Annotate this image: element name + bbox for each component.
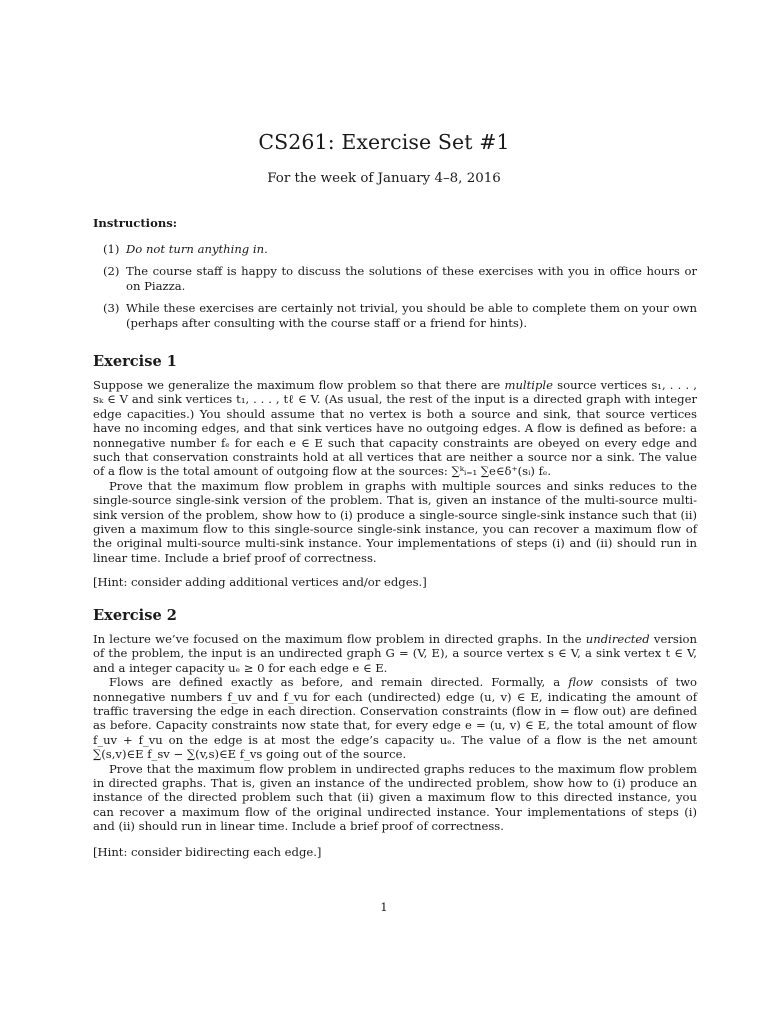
instruction-item	[93, 264, 697, 293]
exercise-1-paragraph-1	[93, 378, 697, 479]
instruction-item	[93, 242, 697, 256]
exercise-1-body	[93, 378, 697, 565]
exercise-1-title: Exercise 1	[93, 353, 177, 370]
instruction-item	[93, 301, 697, 330]
document-title: CS261: Exercise Set #1	[258, 130, 510, 154]
exercise-1-paragraph-2: Prove that the maximum flow problem in graphs with multiple sources and sinks reduces to the single-source single-sink version of the problem. That is, given an instance of the multi-source multi-sink version of the problem, show how to (i) produce a single-source single-sink instance such that (ii) given a maximum flow to this single-source single-sink instance, you can recover a maximum flow of the original multi-source multi-sink instance. Your implementations of steps (i) and (ii) should run in linear time. Include a brief proof of correctness.	[93, 478, 697, 565]
emphasis-text: multiple	[504, 378, 553, 392]
exercise-2-paragraph-3: Prove that the maximum flow problem in undirected graphs reduces to the maximum flow problem in directed graphs. That is, given an instance of the undirected problem, show how to (i) produce an instance of the directed problem such that (ii) given a maximum flow to this directed instance, you can recover a maximum flow of the original undirected instance. Your implementations of steps (i) and (ii) should run in linear time. Include a brief proof of correctness.	[93, 761, 697, 834]
exercise-2-title: Exercise 2	[93, 607, 177, 624]
emphasis-text: undirected	[585, 632, 650, 646]
page-number: 1	[380, 900, 388, 914]
document-subtitle: For the week of January 4–8, 2016	[267, 171, 501, 186]
instructions-heading: Instructions:	[93, 216, 178, 230]
instructions-list	[93, 242, 697, 338]
text-run: In lecture we’ve focused on the maximum flow problem in directed graphs. In the	[93, 632, 586, 646]
instruction-number: (1)	[103, 242, 120, 256]
text-run: Suppose we generalize the maximum flow problem so that there are	[93, 378, 505, 392]
exercise-2-paragraph-1	[93, 632, 697, 675]
text-run: version of the problem, the input is an undirected graph G = (V, E), a source vertex s ∈ V, a sink vertex t ∈ V, and a integer capacity uₑ ≥ 0 for each edge e ∈ E.	[93, 632, 697, 675]
text-run: source vertices s₁, . . . , sₖ ∈ V and sink vertices t₁, . . . , tℓ ∈ V. (As usual, the rest of the input is a directed graph with integer edge capacities.) You should assume that no vertex is both a source and sink, that source vertices have no incoming edges, and that sink vertices have no outgoing edges. A flow is defined as before: a nonnegative number fₑ for each e ∈ E such that capacity constraints are obeyed on every edge and such that conservation constraints hold at all vertices that are neither a source nor a sink. The value of a flow is the total amount of outgoing flow at the sources: ∑ᵏᵢ₌₁ ∑e∈δ⁺(sᵢ) fₑ.	[93, 378, 697, 479]
exercise-2-body	[93, 632, 697, 834]
instruction-number: (3)	[103, 301, 120, 316]
emphasis-text: flow	[568, 675, 593, 690]
exercise-1-hint: [Hint: consider adding additional vertices and/or edges.]	[93, 575, 427, 589]
instruction-number: (2)	[103, 264, 120, 279]
instruction-text: While these exercises are certainly not trivial, you should be able to complete them on your own (perhaps after consulting with the course staff or a friend for hints).	[126, 301, 697, 330]
text-run: consists of two nonnegative numbers f_uv and f_vu for each (undirected) edge (u, v) ∈ E, indicating the amount of traffic traversing the edge in each direction. Conservation constraints (flow in = flow out) are defined as before. Capacity constraints now state that, for every edge e = (u, v) ∈ E, the total amount of flow f_uv + f_vu on the edge is at most the edge’s capacity uₑ. The value of a flow is the net amount ∑(s,v)∈E f_sv − ∑(v,s)∈E f_vs going out of the source.	[93, 675, 698, 762]
exercise-2-paragraph-2	[93, 675, 697, 761]
instruction-text: Do not turn anything in.	[126, 242, 268, 256]
exercise-2-hint: [Hint: consider bidirecting each edge.]	[93, 845, 322, 859]
text-run: Flows are defined exactly as before, and remain directed. Formally, a	[109, 675, 569, 690]
instruction-text: The course staff is happy to discuss the solutions of these exercises with you in office hours or on Piazza.	[126, 264, 697, 293]
